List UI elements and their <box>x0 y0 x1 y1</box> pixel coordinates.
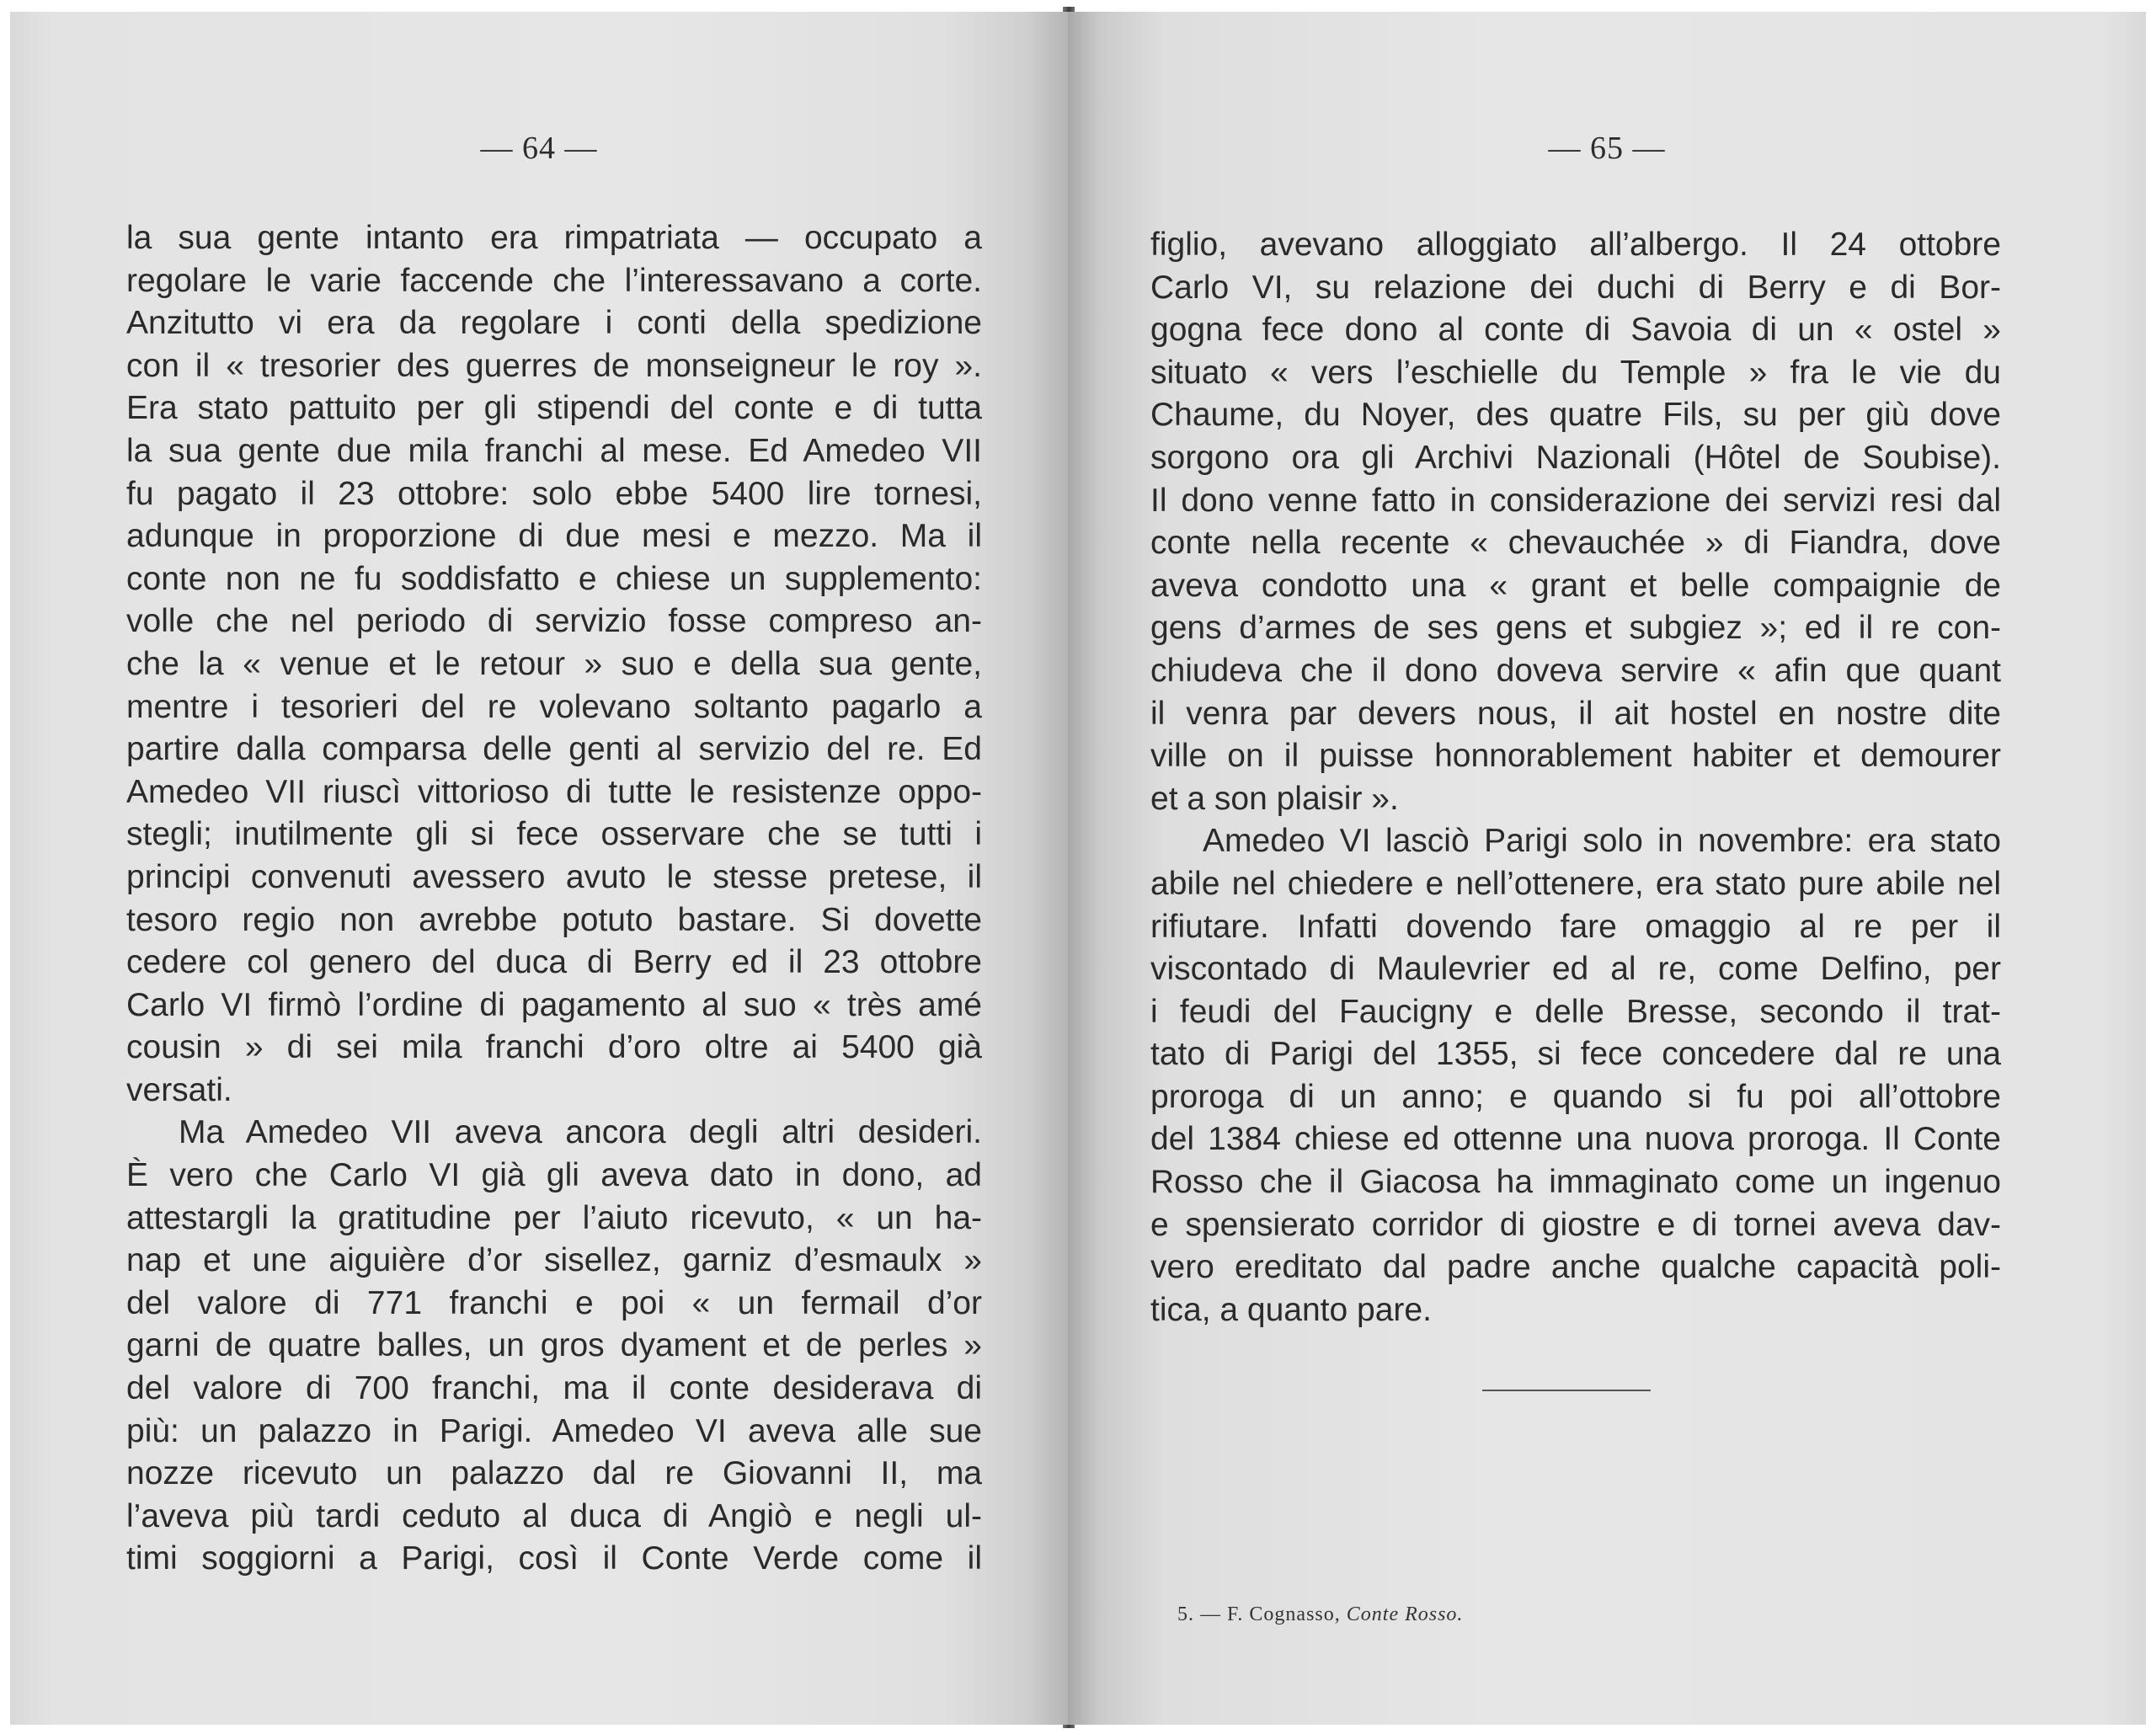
text-line: Carlo VI firmò l’ordine di pagamento al suo « très amé <box>126 986 982 1023</box>
text-line: sorgono ora gli Archivi Nazionali (Hôtel de Soubise). <box>1150 439 2001 476</box>
text-line: Chaume, du Noyer, des quatre Fils, su per giù dove <box>1150 397 2001 434</box>
body-text <box>126 217 982 1581</box>
text-line: regolare le varie faccende che l’interessavano a corte. <box>126 262 982 299</box>
text-line: del valore di 700 franchi, ma il conte desiderava di <box>126 1370 982 1407</box>
page-number: — 64 — <box>480 131 598 166</box>
text-line: ville on il puisse honnorablement habiter et demourer <box>1150 738 2001 775</box>
right-page <box>1068 12 2146 1725</box>
text-line: rifiutare. Infatti dovendo fare omaggio al re per il <box>1150 908 2001 945</box>
text-line: tato di Parigi del 1355, si fece concedere dal re una <box>1150 1036 2001 1073</box>
left-page <box>10 12 1068 1725</box>
text-line: chiudeva che il dono doveva servire « afin que quant <box>1150 652 2001 689</box>
text-line: Era stato pattuito per gli stipendi del conte e di tutta <box>126 390 982 427</box>
text-line: fu pagato il 23 ottobre: solo ebbe 5400 lire tornesi, <box>126 475 982 512</box>
text-line: nap et une aiguière d’or sisellez, garniz d’esmaulx » <box>126 1242 982 1279</box>
text-line: nozze ricevuto un palazzo dal re Giovanni II, ma <box>126 1455 982 1492</box>
text-line: il venra par devers nous, il ait hostel en nostre dite <box>1150 695 2001 732</box>
signature-line <box>1177 1603 1463 1626</box>
text-line: Ma Amedeo VII aveva ancora degli altri desideri. <box>179 1114 982 1151</box>
text-line: Carlo VI, su relazione dei duchi di Berry e di Bor- <box>1150 269 2001 306</box>
signature-prefix: 5. — F. Cognasso, <box>1177 1603 1341 1625</box>
text-line: del 1384 chiese ed ottenne una nuova proroga. Il Conte <box>1150 1121 2001 1158</box>
text-line: Amedeo VII riuscì vittorioso di tutte le resistenze oppo- <box>126 773 982 810</box>
text-line: che la « venue et le retour » suo e della sua gente, <box>126 645 982 682</box>
text-line: adunque in proporzione di due mesi e mezzo. Ma il <box>126 518 982 555</box>
text-line: aveva condotto una « grant et belle compaignie de <box>1150 567 2001 604</box>
text-line: cedere col genero del duca di Berry ed il 23 ottobre <box>126 944 982 981</box>
text-line: et a son plaisir ». <box>1150 780 1399 817</box>
text-line: conte non ne fu soddisfatto e chiese un supplemento: <box>126 560 982 597</box>
text-line: principi convenuti avessero avuto le stesse pretese, il <box>126 858 982 895</box>
text-line: Anzitutto vi era da regolare i conti della spedizione <box>126 305 982 342</box>
text-line: proroga di un anno; e quando si fu poi all’ottobre <box>1150 1078 2001 1115</box>
text-line: attestargli la gratitudine per l’aiuto ricevuto, « un ha- <box>126 1199 982 1236</box>
text-line: mentre i tesorieri del re volevano soltanto pagarlo a <box>126 688 982 725</box>
text-line: con il « tresorier des guerres de monseigneur le roy ». <box>126 347 982 384</box>
text-line: Il dono venne fatto in considerazione dei servizi resi dal <box>1150 482 2001 519</box>
signature-title: Conte Rosso. <box>1346 1603 1464 1625</box>
text-line: Amedeo VI lasciò Parigi solo in novembre: era stato <box>1203 823 2001 860</box>
text-line: del valore di 771 franchi e poi « un fermail d’or <box>126 1284 982 1321</box>
text-line: partire dalla comparsa delle genti al servizio del re. Ed <box>126 731 982 768</box>
text-line: Rosso che il Giacosa ha immaginato come un ingenuo <box>1150 1164 2001 1201</box>
text-line: situato « vers l’eschielle du Temple » fra le vie du <box>1150 354 2001 391</box>
text-line: più: un palazzo in Parigi. Amedeo VI aveva alle sue <box>126 1412 982 1449</box>
text-line: È vero che Carlo VI già gli aveva dato in dono, ad <box>126 1157 982 1194</box>
text-line: gogna fece dono al conte di Savoia di un « ostel » <box>1150 312 2001 349</box>
text-line: timi soggiorni a Parigi, così il Conte Verde come il <box>126 1540 982 1577</box>
text-line: viscontado di Maulevrier ed al re, come Delfino, per <box>1150 951 2001 988</box>
text-line: gens d’armes de ses gens et subgiez »; ed il re con- <box>1150 610 2001 647</box>
text-line: la sua gente due mila franchi al mese. Ed Amedeo VII <box>126 432 982 469</box>
text-line: versati. <box>126 1071 232 1108</box>
text-line: l’aveva più tardi ceduto al duca di Angiò e negli ul- <box>126 1497 982 1534</box>
chapter-end-rule <box>1482 1390 1651 1391</box>
text-line: garni de quatre balles, un gros dyament et de perles » <box>126 1327 982 1364</box>
text-line: e spensierato corridor di giostre e di tornei aveva dav- <box>1150 1206 2001 1243</box>
text-line: i feudi del Faucigny e delle Bresse, secondo il trat- <box>1150 993 2001 1030</box>
text-line: vero ereditato dal padre anche qualche capacità poli- <box>1150 1249 2001 1286</box>
page-number: — 65 — <box>1548 131 1666 166</box>
text-line: volle che nel periodo di servizio fosse compreso an- <box>126 603 982 640</box>
body-text <box>1150 224 2001 1331</box>
text-line: conte nella recente « chevauchée » di Fiandra, dove <box>1150 525 2001 562</box>
text-line: stegli; inutilmente gli si fece osservare che se tutti i <box>126 816 982 853</box>
text-line: la sua gente intanto era rimpatriata — occupato a <box>126 220 982 256</box>
text-line: abile nel chiedere e nell’ottenere, era stato pure abile nel <box>1150 865 2001 902</box>
text-line: cousin » di sei mila franchi d’oro oltre ai 5400 già <box>126 1029 982 1066</box>
text-line: tesoro regio non avrebbe potuto bastare. Si dovette <box>126 901 982 938</box>
text-line: figlio, avevano alloggiato all’albergo. Il 24 ottobre <box>1150 227 2001 263</box>
text-line: tica, a quanto pare. <box>1150 1291 1432 1328</box>
